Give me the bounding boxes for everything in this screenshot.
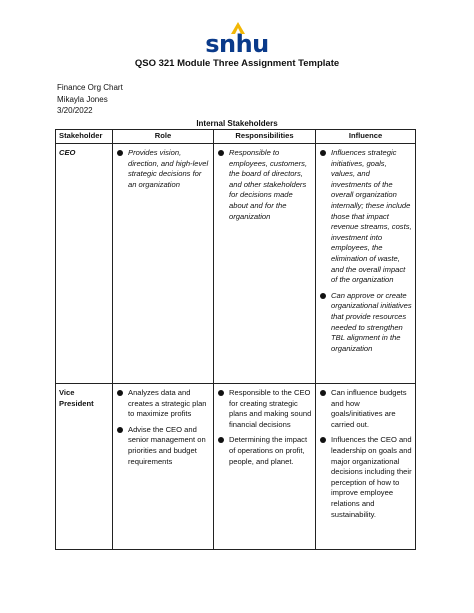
- list-item: Determining the impact of operations on profit, people, and planet.: [217, 435, 312, 467]
- header-stakeholder: Stakeholder: [56, 130, 113, 144]
- stakeholder-table: [55, 129, 416, 550]
- role-cell: [113, 144, 214, 384]
- table-row: [56, 144, 416, 384]
- header-role: Role: [113, 130, 214, 144]
- responsibilities-cell: [214, 144, 316, 384]
- list-item: Provides vision, direction, and high-level strategic decisions for an organization: [116, 148, 210, 190]
- table-header-row: [56, 130, 416, 144]
- document-meta: [57, 82, 123, 117]
- document-title: QSO 321 Module Three Assignment Template: [134, 58, 340, 69]
- responsibilities-cell: [214, 384, 316, 550]
- meta-chart-name: Finance Org Chart: [57, 83, 123, 92]
- list-item: Responsible to employees, customers, the board of directors, and other stakeholders for decisions made about and for the organization: [217, 148, 312, 222]
- list-item: Can influence budgets and how goals/initiatives are carried out.: [319, 388, 412, 430]
- stakeholder-name: Vice President: [56, 384, 113, 550]
- list-item: Can approve or create organizational initiatives that provide resources needed to strengthen TBL alignment in the organization: [319, 291, 412, 355]
- snhu-logo: [0, 32, 474, 57]
- table-title: Internal Stakeholders: [196, 119, 278, 128]
- list-item: Analyzes data and creates a strategic plan to maximize profits: [116, 388, 210, 420]
- list-item: Advise the CEO and senior management on priorities and budget requirements: [116, 425, 210, 467]
- list-item: Responsible to the CEO for creating strategic plans and making sound financial decisions: [217, 388, 312, 430]
- stakeholder-name: CEO: [56, 144, 113, 384]
- logo-flag-icon: [231, 22, 245, 34]
- meta-date: 3/20/2022: [57, 106, 93, 115]
- logo-text: snhu: [205, 30, 269, 58]
- table-row: [56, 384, 416, 550]
- header-responsibilities: Responsibilities: [214, 130, 316, 144]
- list-item: Influences the CEO and leadership on goals and major organizational decisions including their perception of how to improve employee relations and sustainability.: [319, 435, 412, 520]
- list-item: Influences strategic initiatives, goals, values, and investments of the overall organization internally; these include those that impact revenue streams, costs, investment into employees, the elimination of waste, and the overall impact of the organization: [319, 148, 412, 286]
- meta-author: Mikayla Jones: [57, 94, 108, 104]
- header-influence: Influence: [316, 130, 416, 144]
- influence-cell: [316, 384, 416, 550]
- influence-cell: [316, 144, 416, 384]
- role-cell: [113, 384, 214, 550]
